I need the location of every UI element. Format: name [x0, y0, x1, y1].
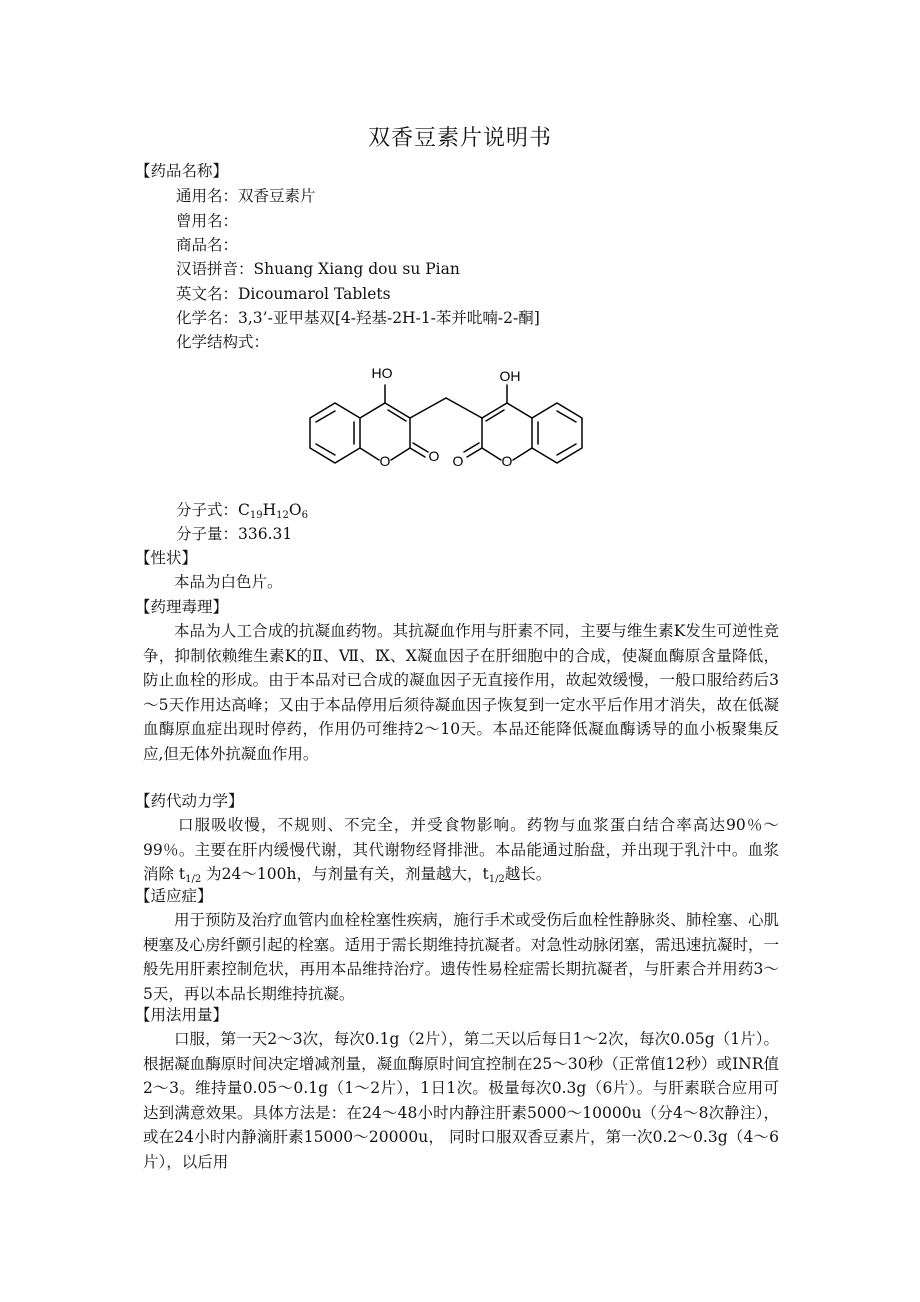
molecular-weight: 分子量：336.31: [176, 525, 293, 543]
carbonyl-oxygen-right: O: [452, 453, 464, 469]
formula-c: C: [238, 501, 250, 519]
pharmacokinetics-text-part-1: 口服吸收慢，不规则、不完全，并受食物影响。药物与血浆蛋白结合率高达90％～99％。主要在肝内缓慢代谢，其代谢物经肾排泄。本品能通过胎盘，并出现于乳汁中。血浆消除 t: [143, 816, 779, 884]
chemical-structure-diagram: [296, 360, 626, 490]
trade-name: 商品名：: [176, 236, 239, 254]
half-life-subscript-2: 1/2: [488, 874, 505, 886]
section-header-pharmacology: 【药理毒理】: [135, 598, 229, 616]
english-name: 英文名：Dicoumarol Tablets: [176, 285, 391, 303]
document-title: 双香豆素片说明书: [367, 126, 552, 151]
formula-h-count: 12: [276, 510, 289, 521]
structure-label: 化学结构式：: [176, 333, 270, 351]
hydroxyl-label-right: OH: [499, 368, 521, 384]
formula-c-count: 19: [249, 510, 263, 521]
formula-o: O: [288, 501, 302, 519]
ring-oxygen-right: O: [501, 453, 513, 469]
dosage-text: 口服，第一天2～3次，每次0.1g（2片），第二天以后每日1～2次，每次0.05g（1片）。根据凝血酶原时间决定增减剂量，凝血酶原时间宜控制在25～30秒（正常值12秒）或INR值2～3。维持量0.05～0.1g（1～2片），1日1次。极量每次0.3g（6片）。与肝素联合应用可达到满意效果。具体方法是：在24～48小时内静注肝素5000～10000u（分4～8次静注），或在24小时内静滴肝素15000～20000u， 同时口服双香豆素片，第一次0.2～0.3g（4～6片），以后用: [143, 1030, 779, 1171]
molecular-formula: [176, 498, 308, 522]
pharmacokinetics-text: [143, 813, 779, 887]
formula-h: H: [262, 501, 277, 519]
formula-o-count: 6: [301, 510, 308, 521]
section-header-indications: 【适应症】: [135, 887, 213, 905]
generic-name: 通用名：双香豆素片: [176, 187, 316, 205]
former-name: 曾用名：: [176, 212, 239, 230]
section-header-pharmacokinetics: 【药代动力学】: [135, 792, 244, 810]
indications-text: 用于预防及治疗血管内血栓栓塞性疾病，施行手术或受伤后血栓性静脉炎、肺栓塞、心肌梗塞及心房纤颤引起的栓塞。适用于需长期维持抗凝者。对急性动脉闭塞，需迅速抗凝时，一般先用肝素控制危状，再用本品维持治疗。遗传性易栓症需长期抗凝者，与肝素合并用药3～5天，再以本品长期维持抗凝。: [143, 911, 779, 1003]
chemical-name: 化学名：3,3’-亚甲基双[4-羟基-2H-1-苯并吡喃-2-酮]: [176, 309, 540, 327]
appearance-text: 本品为白色片。: [174, 573, 283, 591]
pharmacology-text: 本品为人工合成的抗凝血药物。其抗凝血作用与肝素不同，主要与维生素K发生可逆性竞争，抑制依赖维生素K的Ⅱ、Ⅶ、Ⅸ、Ⅹ凝血因子在肝细胞中的合成，使凝血酶原含量降低，防止血栓的形成。由于本品对已合成的凝血因子无直接作用，故起效缓慢，一般口服给药后3～5天作用达高峰；又由于本品停用后须待凝血因子恢复到一定水平后作用才消失，故在低凝血酶原血症出现时停药，作用仍可维持2～10天。本品还能降低凝血酶诱导的血小板聚集反应,但无体外抗凝血作用。: [143, 622, 779, 763]
pinyin-name: 汉语拼音：Shuang Xiang dou su Pian: [176, 260, 460, 278]
section-header-appearance: 【性状】: [135, 549, 198, 567]
pharmacokinetics-text-part-2: 为24～100h，与剂量有关，剂量越大，t: [201, 865, 489, 884]
ring-oxygen-left: O: [379, 453, 391, 469]
pharmacokinetics-text-part-3: 越长。: [504, 865, 552, 884]
carbonyl-oxygen-left: O: [428, 448, 440, 464]
section-header-drug-name: 【药品名称】: [135, 162, 229, 180]
formula-label: 分子式：: [176, 501, 239, 519]
half-life-subscript-1: 1/2: [185, 874, 202, 886]
hydroxyl-label-left: HO: [371, 365, 393, 381]
section-header-dosage: 【用法用量】: [135, 1006, 229, 1024]
